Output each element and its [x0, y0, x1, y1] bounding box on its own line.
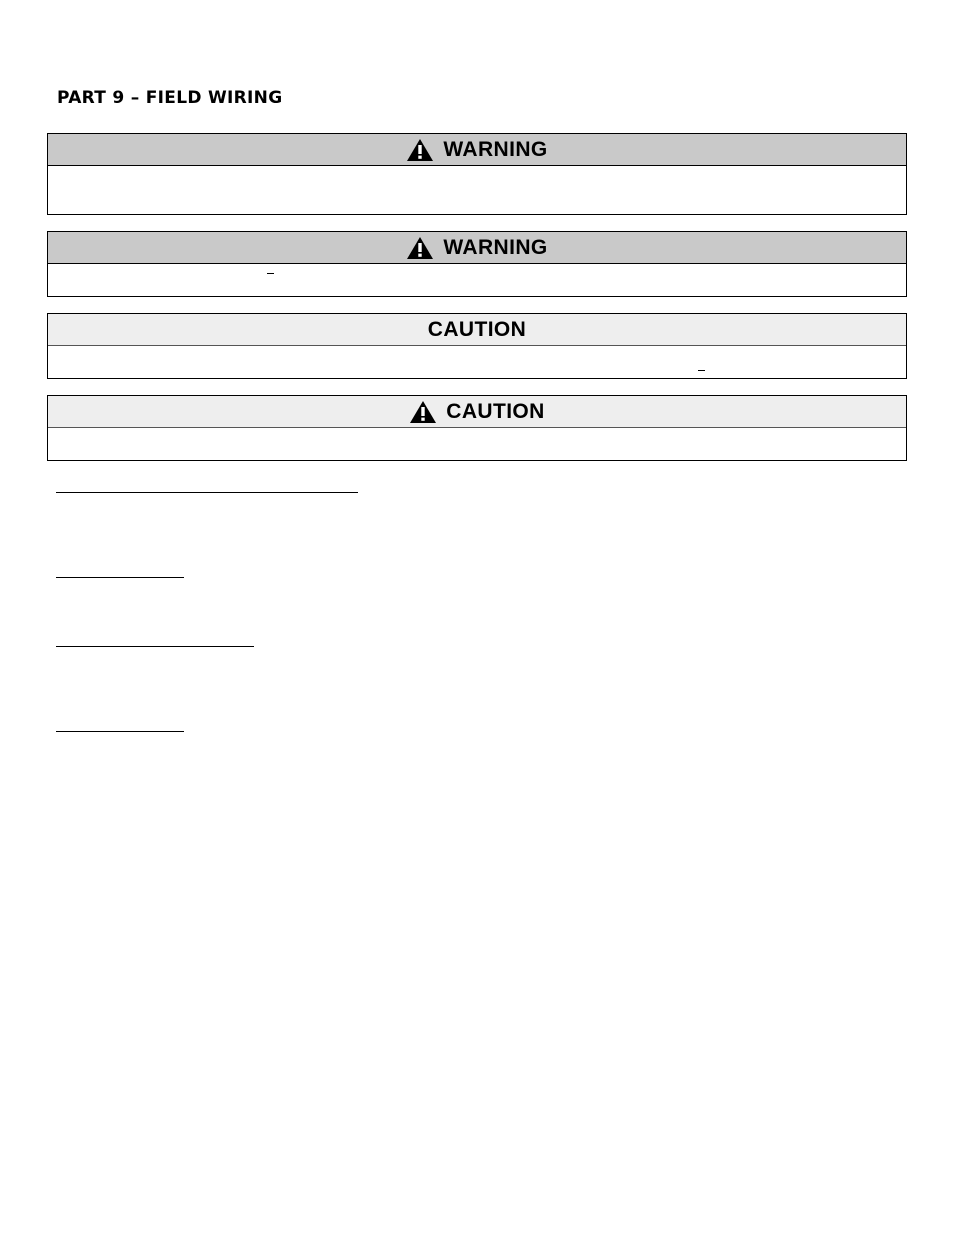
page-title: PART 9 – FIELD WIRING — [57, 88, 283, 108]
warning-triangle-icon — [406, 236, 434, 260]
text-fragment-mark — [698, 370, 705, 371]
warning-triangle-icon — [406, 138, 434, 162]
caution-notice-1 — [47, 313, 907, 379]
caution-header — [48, 396, 906, 428]
warning-label: WARNING — [443, 236, 548, 259]
warning-triangle-icon — [409, 400, 437, 424]
warning-notice-2 — [47, 231, 907, 297]
warning-header — [48, 232, 906, 264]
caution-label: CAUTION — [427, 318, 527, 341]
caution-body — [48, 346, 906, 378]
warning-notice-1 — [47, 133, 907, 215]
warning-body — [48, 264, 906, 296]
warning-body — [48, 166, 906, 214]
warning-header — [48, 134, 906, 166]
section-heading-underline — [56, 731, 184, 732]
section-heading-underline — [56, 577, 184, 578]
section-heading-underline — [56, 646, 254, 647]
section-heading-underline — [56, 492, 358, 493]
caution-notice-2 — [47, 395, 907, 461]
warning-label: WARNING — [443, 138, 548, 161]
caution-body — [48, 428, 906, 460]
caution-header — [48, 314, 906, 346]
text-fragment-mark — [267, 273, 274, 274]
caution-label: CAUTION — [446, 400, 545, 423]
